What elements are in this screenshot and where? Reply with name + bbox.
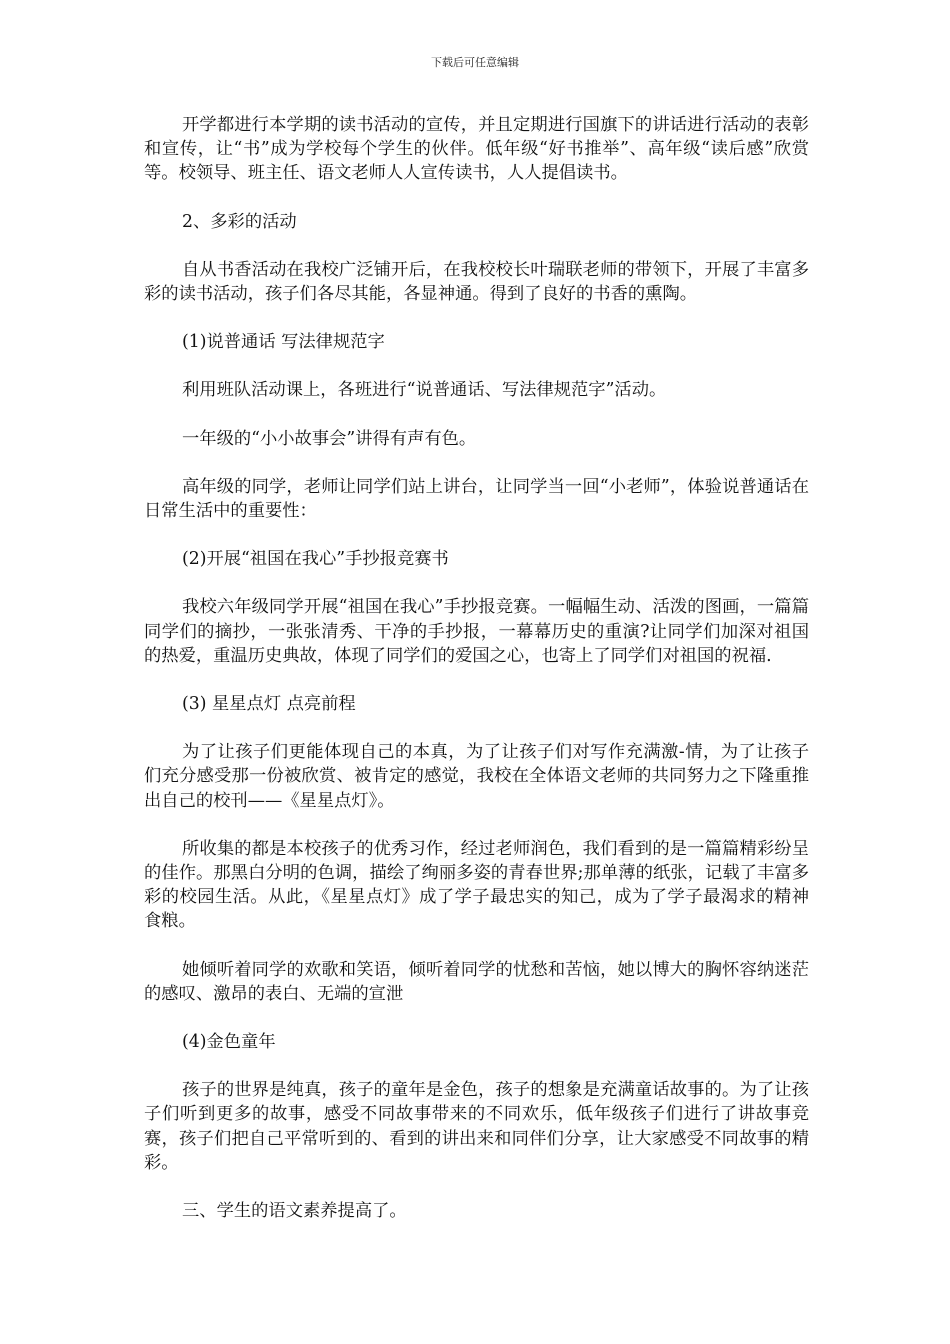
paragraph-newspaper-contest: 我校六年级同学开展“祖国在我心”手抄报竞赛。一幅幅生动、活泼的图画，一篇篇同学们的摘抄，一张张清秀、干净的手抄报，一幕幕历史的重演?让同学们加深对祖国的热爱，重温历史典故，体现了同学们的爱国之心，也寄上了同学们对祖国的祝福. <box>144 597 809 666</box>
section-heading-colorful-activities: 2、多彩的活动 <box>182 211 297 232</box>
section-heading-literacy: 三、学生的语文素养提高了。 <box>182 1201 407 1222</box>
paragraph-reading-promotion: 开学都进行本学期的读书活动的宣传，并且定期进行国旗下的讲话进行活动的表彰和宣传，让“书”成为学校每个学生的伙伴。低年级“好书推举”、高年级“读后感”欣赏等。校领导、班主任、语文老师人人宣传读书，人人提倡读书。 <box>144 115 809 184</box>
paragraph-school-magazine: 为了让孩子们更能体现自己的本真，为了让孩子们对写作充满激-情，为了让孩子们充分感受那一份被欣赏、被肯定的感觉，我校在全体语文老师的共同努力之下隆重推出自己的校刊——《星星点灯》。 <box>144 742 809 811</box>
paragraph-collected-works: 所收集的都是本校孩子的优秀习作，经过老师润色，我们看到的是一篇篇精彩纷呈的佳作。那黑白分明的色调，描绘了绚丽多姿的青春世界;那单薄的纸张，记载了丰富多彩的校园生活。从此，《星星点灯》成了学子最忠实的知己，成为了学子最渴求的精神食粮。 <box>144 838 809 932</box>
paragraph-storytelling: 孩子的世界是纯真，孩子的童年是金色，孩子的想象是充满童话故事的。为了让孩子们听到更多的故事，感受不同故事带来的不同欢乐，低年级孩子们进行了讲故事竞赛，孩子们把自己平常听到的、看到的讲出来和同伴们分享，让大家感受不同故事的精彩。 <box>144 1080 809 1173</box>
subheading-stars-lamp: (3) 星星点灯 点亮前程 <box>182 694 356 715</box>
paragraph-she-listens: 她倾听着同学的欢歌和笑语，倾听着同学的忧愁和苦恼，她以博大的胸怀容纳迷茫的感叹、激昂的表白、无端的宣泄 <box>144 959 809 1004</box>
paragraph-activities-intro: 自从书香活动在我校广泛铺开后，在我校校长叶瑞联老师的带领下，开展了丰富多彩的读书活动，孩子们各尽其能，各显神通。得到了良好的书香的熏陶。 <box>144 259 809 305</box>
paragraph-first-grade: 一年级的“小小故事会”讲得有声有色。 <box>182 428 477 449</box>
subheading-mandarin: (1)说普通话 写法律规范字 <box>182 332 385 353</box>
paragraph-senior-grade: 高年级的同学，老师让同学们站上讲台，让同学当一回“小老师”，体验说普通话在日常生活中的重要性： <box>144 476 809 522</box>
subheading-golden-childhood: (4)金色童年 <box>182 1032 276 1053</box>
header-note: 下载后可任意编辑 <box>431 56 519 69</box>
document-body <box>144 113 809 1223</box>
subheading-handwritten-newspaper: (2)开展“祖国在我心”手抄报竞赛书 <box>182 549 449 570</box>
paragraph-class-activity: 利用班队活动课上，各班进行“说普通话、写法律规范字”活动。 <box>182 380 667 401</box>
